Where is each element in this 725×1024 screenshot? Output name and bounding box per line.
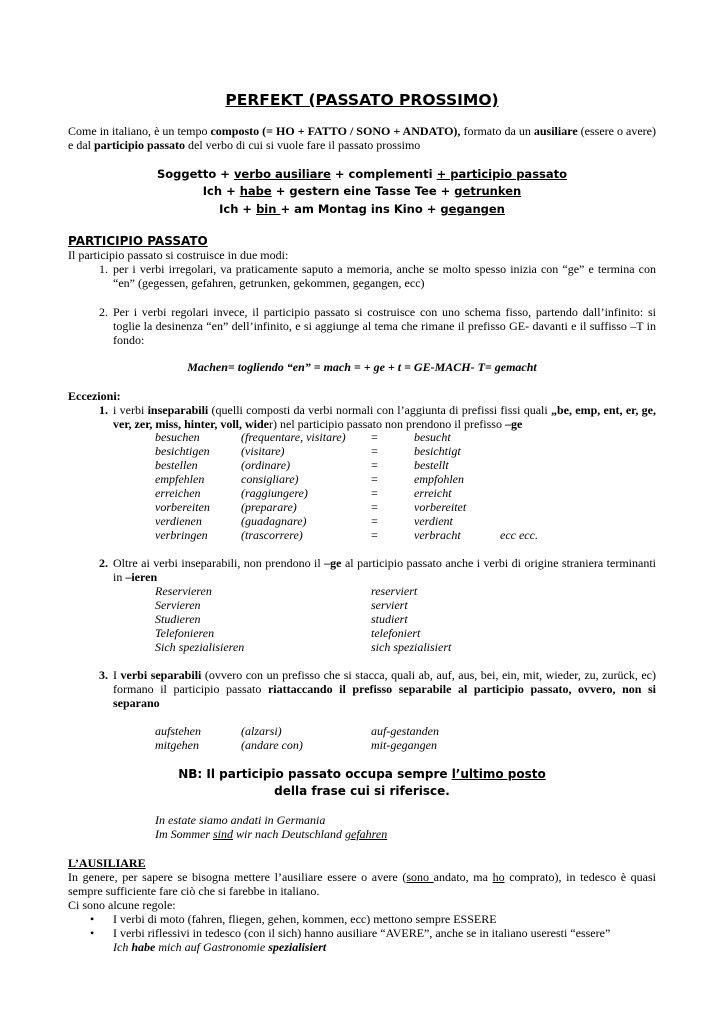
item-bold: verbi separabili [120,668,202,682]
intro-bold: composto (= HO + FATTO / SONO + ANDATO), [210,124,461,138]
nb-example-2 [155,827,387,841]
translation-cell: (visitare) [241,444,285,458]
formula-text: + am Montag ins Kino + [280,202,441,216]
participle-cell: empfohlen [414,472,464,486]
intro-paragraph [68,124,656,152]
participle-cell: serviert [371,598,408,612]
item-text: r) nel participio passato non prendono il prefisso [269,417,505,431]
formula-underlined: habe [239,184,272,198]
translation-cell: (alzarsi) [241,724,282,738]
translation-cell: (preparare) [241,500,297,514]
translation-cell: (ordinare) [241,458,291,472]
table-row [155,584,575,598]
participle-cell: studiert [371,612,408,626]
nb-line-1 [68,766,656,783]
intro-text: formato da un [460,124,534,138]
separabili-table [155,724,575,752]
table-row [155,640,575,654]
eccezioni-item-1 [113,403,656,431]
eccezioni-item-3 [113,668,656,710]
equals-cell: = [371,444,378,458]
verb-cell: besuchen [155,430,200,444]
participle-cell: telefoniert [371,626,421,640]
table-row [155,430,575,444]
verb-cell: empfehlen [155,472,205,486]
translation-cell: (raggiungere) [241,486,308,500]
item-text: Oltre ai verbi inseparabili, non prendono il [113,556,325,570]
item-bold: „be, emp, ent, er, ge, ver, zer, miss, hinter, voll, wide [113,403,657,431]
equals-cell: = [371,430,378,444]
nb-underlined: l’ultimo posto [451,767,546,781]
nb-line-2: della frase cui si riferisce. [274,784,450,798]
table-row [155,626,575,640]
item-text: (ovvero con un prefisso che si stacca, quali ab, auf, aus, bei, ein, mit, wieder, zu, zurück, ec) formano il participio passato [113,668,656,696]
participio-example: Machen= togliendo “en” = mach = + ge + t = GE-MACH- T= gemacht [187,360,537,374]
formula-text: Ich + [202,184,240,198]
verb-cell: mitgehen [155,738,199,752]
item-bold: riattaccando il prefisso separabile al participio passato, ovvero, non si separano [113,682,656,710]
translation-cell: (guadagnare) [241,514,307,528]
participio-item-1: per i verbi irregolari, va praticamente saputo a memoria, anche se molto spesso inizia con “ge” e termina con “en” (gegessen, gefahren, getrunken, gekommen, gegangen, ecc) [113,262,656,290]
verb-cell: aufstehen [155,724,201,738]
formula-underlined: gegangen [440,202,505,216]
ausiliare-heading: L’AUSILIARE [68,856,146,870]
table-row [155,528,575,542]
ausiliare-example [113,940,326,954]
table-row [155,472,575,486]
paragraph-underlined: sono [406,870,434,884]
verb-cell: Telefonieren [155,626,215,640]
bullet-icon: • [90,912,95,926]
participio-item-2: Per i verbi regolari invece, il participio passato si costruisce con uno schema fisso, partendo dall’infinito: si toglie la desinenza “en” dell’infinito, e si aggiunge al tema che rimane il prefisso GE- davanti e il suffisso –T in fondo: [113,305,656,347]
table-row [155,598,575,612]
item-number: 2. [99,305,108,319]
participio-intro: Il participio passato si costruisce in due modi: [68,248,289,262]
equals-cell: = [371,458,378,472]
formula-underlined: + participio passato [436,167,568,181]
formula-underlined: bin [256,202,281,216]
item-number: 1. [99,403,108,417]
participle-cell: erreicht [414,486,452,500]
item-bold: –ge [504,417,523,431]
eccezioni-item-2 [113,556,656,584]
verb-cell: erreichen [155,486,201,500]
example-text: wir nach Deutschland [233,827,346,841]
verb-cell: Reservieren [155,584,212,598]
table-row [155,458,575,472]
translation-cell: (andare con) [241,738,303,752]
item-text: (quelli composti da verbi normali con l’aggiunta di prefissi fissi quali [208,403,551,417]
intro-bold: participio passato [94,138,186,152]
verb-cell: Sich spezialisieren [155,640,245,654]
example-text: Ich [113,940,132,954]
formula-line-3 [68,201,656,218]
table-row [155,612,575,626]
intro-text: del verbo di cui si vuole fare il passato prossimo [185,138,421,152]
participle-cell: vorbereitet [414,500,467,514]
note-cell: ecc ecc. [500,528,538,542]
participle-cell: bestellt [414,458,449,472]
formula-text: Soggetto + [156,167,234,181]
example-underlined: gefahren [345,827,388,841]
ausiliare-bullet-2: I verbi riflessivi in tedesco (con il sich) hanno ausiliare “AVERE”, anche se in italiano useresti “essere” [113,926,611,940]
formula-text: + complementi [330,167,437,181]
paragraph-text: andato, ma [433,870,493,884]
item-bold: –ge [324,556,342,570]
formula-underlined: getrunken [454,184,522,198]
verb-cell: verdienen [155,514,202,528]
verb-cell: besichtigen [155,444,210,458]
participle-cell: besichtigt [414,444,461,458]
participle-cell: mit-gegangen [371,738,437,752]
paragraph-text: In genere, per sapere se bisogna mettere l’ausiliare essere o avere ( [68,870,407,884]
ausiliare-rules-intro: Ci sono alcune regole: [68,898,176,912]
inseparabili-table [155,430,575,542]
equals-cell: = [371,472,378,486]
nb-example-1: In estate siamo andati in Germania [155,813,326,827]
table-row [155,724,575,738]
item-bold: –ieren [125,570,158,584]
verb-cell: verbringen [155,528,208,542]
page-title: PERFEKT (PASSATO PROSSIMO) [225,91,499,109]
ieren-table [155,584,575,654]
bullet-icon: • [90,926,95,940]
example-underlined: sind [213,827,234,841]
equals-cell: = [371,514,378,528]
item-text: al participio passato anche i verbi di origine straniera terminanti in [113,556,656,584]
formula-text: Ich + [219,202,257,216]
table-row [155,486,575,500]
intro-text: (essere o avere) e dal [68,124,657,152]
translation-cell: consigliare) [241,472,299,486]
formula-underlined: verbo ausiliare [233,167,331,181]
formula-line-2 [68,183,656,200]
participle-cell: besucht [414,430,451,444]
paragraph-underlined: ho [492,870,505,884]
equals-cell: = [371,528,378,542]
example-bold: spezialisiert [268,940,327,954]
ausiliare-bullet-1: I verbi di moto (fahren, fliegen, gehen, kommen, ecc) mettono sempre ESSERE [113,912,497,926]
example-text: mich auf Gastronomie [155,940,269,954]
translation-cell: (trascorrere) [241,528,303,542]
item-number: 1. [99,262,108,276]
item-bold: inseparabili [147,403,209,417]
participio-heading: PARTICIPIO PASSATO [68,234,208,248]
example-text: Im Sommer [155,827,213,841]
table-row [155,738,575,752]
table-row [155,514,575,528]
intro-text: Come in italiano, è un tempo [68,124,211,138]
verb-cell: bestellen [155,458,198,472]
nb-text: NB: Il participio passato occupa sempre [178,767,452,781]
participle-cell: verdient [414,514,453,528]
table-row [155,444,575,458]
verb-cell: vorbereiten [155,500,210,514]
participle-cell: sich spezialisiert [371,640,452,654]
verb-cell: Studieren [155,612,201,626]
translation-cell: (frequentare, visitare) [241,430,346,444]
verb-cell: Servieren [155,598,201,612]
equals-cell: = [371,500,378,514]
item-number: 3. [99,668,108,682]
formula-text: + gestern eine Tasse Tee + [271,184,455,198]
example-bold: habe [131,940,156,954]
paragraph-text: comprato), in tedesco è quasi sempre sufficiente fare ciò che si farebbe in italiano. [68,870,656,898]
participle-cell: verbracht [414,528,461,542]
ausiliare-paragraph [68,870,656,898]
participle-cell: auf-gestanden [371,724,439,738]
equals-cell: = [371,486,378,500]
eccezioni-heading: Eccezioni: [68,389,121,403]
item-text: I [113,668,121,682]
table-row [155,500,575,514]
item-number: 2. [99,556,108,570]
participle-cell: reserviert [371,584,418,598]
intro-bold: ausiliare [533,124,578,138]
formula-line-1 [68,166,656,183]
item-text: i verbi [113,403,148,417]
